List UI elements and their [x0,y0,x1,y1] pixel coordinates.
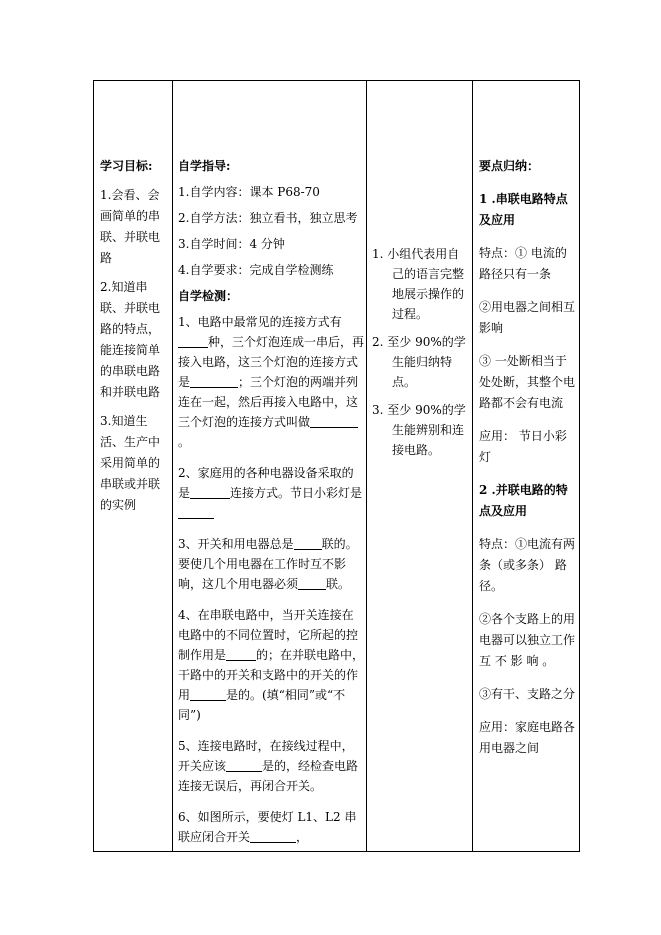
question-5: 5、连接电路时，在接线过程中，开关应该 是的，经检查电路连接无误后，再闭合开关。 [178,739,359,793]
summary-item: ③有干、支路之分 [479,687,576,701]
summary-item: 应用：家庭电路各用电器之间 [479,720,576,755]
evaluation-item: 3. 至少 90%的学生能辨别和连接电路。 [372,403,466,457]
goal-item: 1.会看、会画简单的串联、并联电路 [100,188,161,265]
question-4: 4、在串联电路中，当开关连接在电路中的不同位置时，它所起的控制作用是 的；在并联电路中，干路中的开关和支路中的开关的作用 是的。(填“相同”或“不同”) [178,608,365,722]
guide-item: 2.自学方法：独立看书，独立思考 [178,211,358,225]
question-1: 1、电路中最常见的连接方式有种，三个灯泡连成一串后，再接入电路，这三个灯泡的连接方式是 ；三个灯泡的两端并列连在一起，然后再接入电路中，这三个灯泡的连接方式叫做。 [178,315,365,449]
learning-goals-title: 学习目标: [100,159,153,173]
column-divider [366,81,367,851]
series-circuit-title: 1 .串联电路特点及应用 [479,192,568,227]
guide-item: 4.自学要求：完成自学检测练 [178,263,334,277]
column-divider [472,81,473,851]
self-check-title: 自学检测： [178,289,239,303]
answer-blank [190,686,226,701]
question-2: 2、家庭用的各种电器设备采取的是 连接方式。节日小彩灯是 [178,463,365,523]
question-6: 6、如图所示，要使灯 L1、L2 串联应闭合开关 ， [178,810,357,844]
answer-blank [226,646,256,661]
answer-blank [294,535,322,550]
answer-blank [250,828,296,843]
summary-item: ③ 一处断相当于处处断，其整个电路都不会有电流 [479,354,576,410]
summary-item: 特点：①电流有两条（或多条） 路径。 [479,537,576,593]
summary-item: ②用电器之间相互影响 [479,300,576,335]
answer-blank [178,504,214,519]
lesson-table [93,80,580,852]
self-study-column [178,156,365,858]
guide-item: 1.自学内容：课本 P68-70 [178,185,320,199]
answer-blank [310,413,358,428]
evaluation-column [372,244,468,468]
column-divider [172,81,173,851]
answer-blank [226,757,262,772]
goal-item: 3.知道生活、生产中采用简单的串联或并联的实例 [100,414,161,512]
summary-item: 特点：① 电流的路径只有一条 [479,246,567,281]
answer-blank [178,333,208,348]
summary-item: ②各个支路上的用电器可以独立工作互 不 影 响 。 [479,612,576,668]
answer-blank [298,575,326,590]
evaluation-item: 1. 小组代表用自己的语言完整地展示操作的过程。 [372,247,465,321]
answer-blank [190,484,230,499]
evaluation-item: 2. 至少 90%的学生能归纳特点。 [372,335,466,389]
answer-blank [190,373,238,388]
parallel-circuit-title: 2 .并联电路的特点及应用 [479,483,568,518]
goal-item: 2.知道串联、并联电路的特点，能连接简单的串联电路和并联电路 [100,280,161,399]
question-3: 3、开关和用电器总是 联的。要使几个用电器在工作时互不影响，这几个用电器必须 联。 [178,537,358,591]
guide-item: 3.自学时间：4 分钟 [178,237,285,251]
summary-title: 要点归纳： [479,159,540,173]
summary-item: 应用： 节日小彩灯 [479,429,567,464]
learning-goals-column [100,156,170,524]
self-study-title: 自学指导: [178,159,231,173]
summary-column [479,156,576,771]
